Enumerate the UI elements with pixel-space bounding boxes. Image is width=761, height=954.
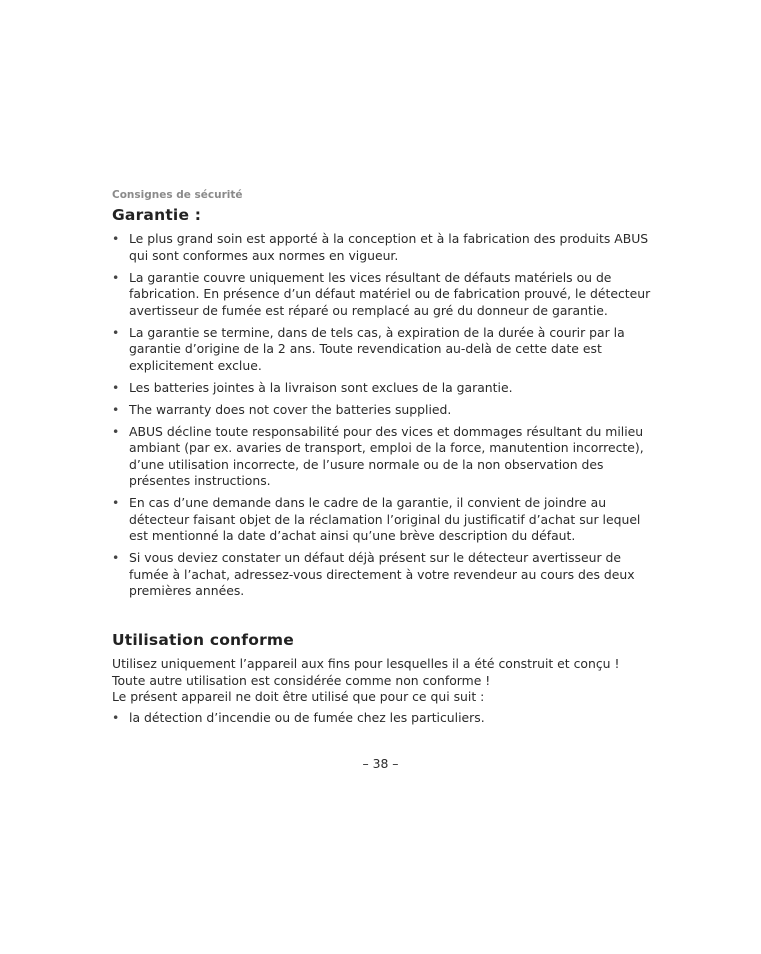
warranty-item: • ABUS décline toute responsabilité pour des vices et dommages résultant du milieu ambiant (par ex. avaries de transport, emploi de la force, manutention incorrecte), d’une utilisation incorrecte, de l’usure normale ou de la non observation des présentes instructions.	[112, 424, 652, 490]
warranty-item: • La garantie se termine, dans de tels cas, à expiration de la durée à courir par la garantie d’origine de la 2 ans. Toute revendication au-delà de cette date est explicitement exclue.	[112, 325, 652, 375]
warranty-list	[112, 231, 652, 600]
page-number: – 38 –	[362, 756, 399, 771]
warranty-item: • Si vous deviez constater un défaut déjà présent sur le détecteur avertisseur de fumée à l’achat, adressez-vous directement à votre revendeur au cours des deux premières années.	[112, 550, 652, 600]
warranty-item: • The warranty does not cover the batteries supplied.	[112, 402, 652, 419]
warranty-item: • En cas d’une demande dans le cadre de la garantie, il convient de joindre au détecteur faisant objet de la réclamation l’original du justificatif d’achat sur lequel est mentionné la date d’achat ainsi qu’une brève description du défaut.	[112, 495, 652, 545]
intended-use-item: • la détection d’incendie ou de fumée chez les particuliers.	[112, 710, 652, 727]
intended-use-paragraph: Utilisez uniquement l’appareil aux fins pour lesquelles il a été construit et conçu ! Toute autre utilisation est considérée comme non conforme ! Le présent appareil ne doit être utilisé que pour ce qui suit :	[112, 656, 620, 704]
intended-use-list	[112, 710, 652, 727]
section-label: Consignes de sécurité	[112, 189, 243, 201]
warranty-item: • Les batteries jointes à la livraison sont exclues de la garantie.	[112, 380, 652, 397]
warranty-heading: Garantie :	[112, 206, 202, 224]
page-content	[112, 188, 652, 732]
warranty-item: • Le plus grand soin est apporté à la conception et à la fabrication des produits ABUS qui sont conformes aux normes en vigueur.	[112, 231, 652, 264]
intended-use-heading: Utilisation conforme	[112, 631, 294, 649]
warranty-item: • La garantie couvre uniquement les vices résultant de défauts matériels ou de fabrication. En présence d’un défaut matériel ou de fabrication prouvé, le détecteur avertisseur de fumée est réparé ou remplacé au gré du donneur de garantie.	[112, 270, 652, 320]
